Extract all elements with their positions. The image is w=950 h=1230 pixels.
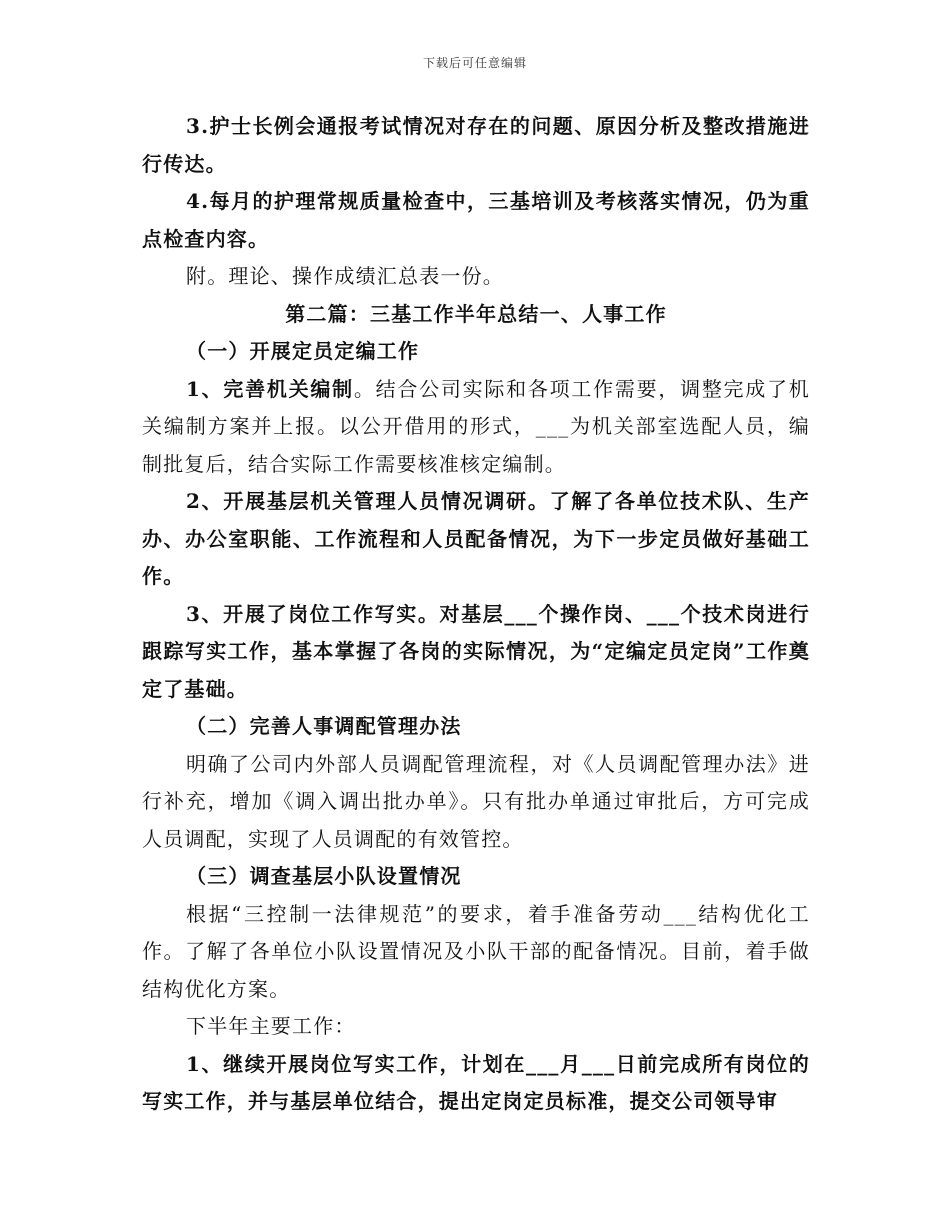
paragraph-org-setup-lead: 1、完善机关编制 xyxy=(186,376,354,401)
paragraph-job-record: 3、开展了岗位工作写实。对基层___个操作岗、___个技术岗进行跟踪写实工作，基本掌握了各岗的实际情况，为“定编定员定岗”工作奠定了基础。 xyxy=(142,601,810,701)
paragraph-team-survey: 根据“三控制一法律规范”的要求，着手准备劳动___结构优化工作。了解了各单位小队设置情况及小队干部的配备情况。目前，着手做结构优化方案。 xyxy=(142,901,810,1001)
document-body xyxy=(142,108,810,1121)
section-title: 第二篇：三基工作半年总结一、人事工作 xyxy=(285,301,667,326)
subsection-heading-1: （一）开展定员定编工作 xyxy=(186,339,420,363)
paragraph-survey: 2、开展基层机关管理人员情况调研。了解了各单位技术队、生产办、办公室职能、工作流程和人员配备情况，为下一步定员做好基础工作。 xyxy=(142,489,810,588)
subsection-heading-3: （三）调查基层小队设置情况 xyxy=(186,864,462,888)
paragraph-org-setup xyxy=(142,371,810,484)
subsection-heading-2: （二）完善人事调配管理办法 xyxy=(186,714,462,738)
appendix-note: 附。理论、操作成绩汇总表一份。 xyxy=(186,264,504,288)
next-half-heading: 下半年主要工作： xyxy=(186,1014,356,1038)
paragraph-transfer: 明确了公司内外部人员调配管理流程，对《人员调配管理办法》进行补充，增加《调入调出批办单》。只有批办单通过审批后，方可完成人员调配，实现了人员调配的有效管控。 xyxy=(142,751,810,851)
paragraph-next-plan-1: 1、继续开展岗位写实工作，计划在___月___日前完成所有岗位的写实工作，并与基层单位结合，提出定岗定员标准，提交公司领导审 xyxy=(142,1051,810,1113)
page-header: 下载后可任意编辑 xyxy=(422,56,527,70)
paragraph-org-setup-body: 。结合公司实际和各项工作需要，调整完成了机关编制方案并上报。以公开借用的形式，___为机关部室选配人员，编制批复后，结合实际工作需要核准核定编制。 xyxy=(142,376,810,476)
paragraph-item-3: 3.护士长例会通报考试情况对存在的问题、原因分析及整改措施进行传达。 xyxy=(142,114,810,176)
paragraph-item-4: 4.每月的护理常规质量检查中，三基培训及考核落实情况，仍为重点检查内容。 xyxy=(142,189,810,251)
